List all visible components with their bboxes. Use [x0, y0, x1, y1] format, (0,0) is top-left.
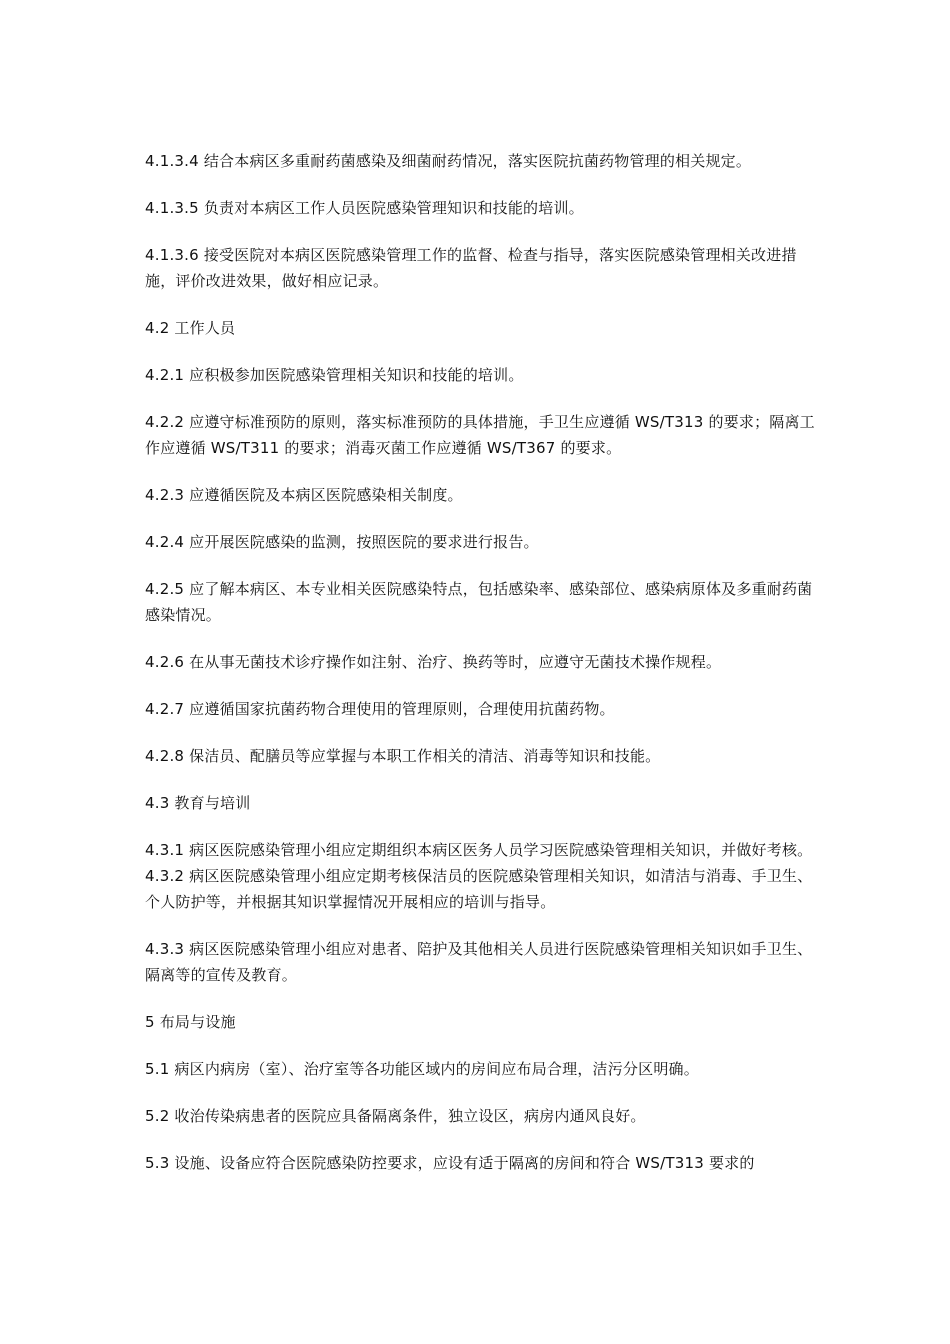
section-heading-5: 5 布局与设施 — [145, 1013, 236, 1031]
paragraph-4-2-6: 4.2.6 在从事无菌技术诊疗操作如注射、治疗、换药等时，应遵守无菌技术操作规程。 — [145, 653, 722, 671]
paragraph-4-3-1: 4.3.1 病区医院感染管理小组应定期组织本病区医务人员学习医院感染管理相关知识，并做好考核。4.3.2 病区医院感染管理小组应定期考核保洁员的医院感染管理相关知识，如清洁与消毒、手卫生、个人防护等，并根据其知识掌握情况开展相应的培训与指导。 — [145, 841, 813, 911]
paragraph-4-2-3: 4.2.3 应遵循医院及本病区医院感染相关制度。 — [145, 486, 463, 504]
paragraph-4-2-7: 4.2.7 应遵循国家抗菌药物合理使用的管理原则，合理使用抗菌药物。 — [145, 700, 615, 718]
paragraph-4-3-3: 4.3.3 病区医院感染管理小组应对患者、陪护及其他相关人员进行医院感染管理相关知识如手卫生、隔离等的宣传及教育。 — [145, 940, 813, 984]
paragraph-4-1-3-4: 4.1.3.4 结合本病区多重耐药菌感染及细菌耐药情况，落实医院抗菌药物管理的相关规定。 — [145, 152, 752, 170]
paragraph-4-2-1: 4.2.1 应积极参加医院感染管理相关知识和技能的培训。 — [145, 366, 524, 384]
paragraph-4-2-2: 4.2.2 应遵守标准预防的原则，落实标准预防的具体措施，手卫生应遵循 WS/T313 的要求；隔离工作应遵循 WS/T311 的要求；消毒灭菌工作应遵循 WS/T367 的要求。 — [145, 413, 815, 457]
paragraph-4-1-3-6: 4.1.3.6 接受医院对本病区医院感染管理工作的监督、检查与指导，落实医院感染管理相关改进措施，评价改进效果，做好相应记录。 — [145, 246, 797, 290]
paragraph-5-2: 5.2 收治传染病患者的医院应具备隔离条件，独立设区，病房内通风良好。 — [145, 1107, 646, 1125]
section-heading-4-2: 4.2 工作人员 — [145, 319, 236, 337]
paragraph-5-1: 5.1 病区内病房（室）、治疗室等各功能区域内的房间应布局合理，洁污分区明确。 — [145, 1060, 699, 1078]
paragraph-4-2-5: 4.2.5 应了解本病区、本专业相关医院感染特点，包括感染率、感染部位、感染病原体及多重耐药菌感染情况。 — [145, 580, 813, 624]
section-heading-4-3: 4.3 教育与培训 — [145, 794, 251, 812]
paragraph-4-2-4: 4.2.4 应开展医院感染的监测，按照医院的要求进行报告。 — [145, 533, 539, 551]
paragraph-4-2-8: 4.2.8 保洁员、配膳员等应掌握与本职工作相关的清洁、消毒等知识和技能。 — [145, 747, 661, 765]
paragraph-4-1-3-5: 4.1.3.5 负责对本病区工作人员医院感染管理知识和技能的培训。 — [145, 199, 584, 217]
document-body — [145, 148, 815, 1197]
paragraph-5-3: 5.3 设施、设备应符合医院感染防控要求，应设有适于隔离的房间和符合 WS/T313 要求的 — [145, 1154, 755, 1172]
